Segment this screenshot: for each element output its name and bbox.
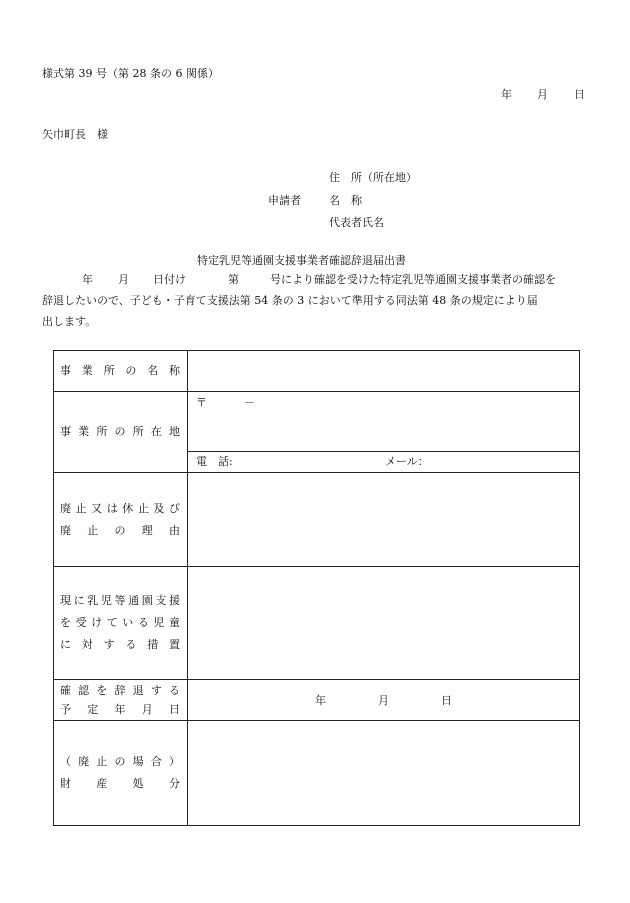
table-row <box>54 392 580 452</box>
asset-disposal-label-line1: （廃止の場合） <box>60 755 181 768</box>
withdrawal-date-field[interactable] <box>188 680 580 721</box>
facility-address-field[interactable] <box>188 392 580 452</box>
document-title: 特定乳児等通園支援事業者確認辞退届出書 <box>197 254 406 267</box>
table-row <box>54 351 580 392</box>
withdrawal-date-label-line2: 予定年月日 <box>60 703 181 716</box>
addressee: 矢巾町長 様 <box>42 128 108 141</box>
closure-reason-label-line2: 廃止の理由 <box>60 523 181 537</box>
child-measures-field[interactable] <box>188 567 580 680</box>
body-line3: 出します。 <box>42 315 97 328</box>
postal-mark: 〒 <box>196 396 207 409</box>
postal-dash: － <box>244 396 255 409</box>
applicant-representative-label: 代表者氏名 <box>329 216 384 229</box>
email-label: メール： <box>385 455 429 468</box>
asset-disposal-label-cell <box>54 721 188 826</box>
closure-reason-label-line1: 廃止又は休止及び <box>60 501 181 515</box>
facility-name-label: 事業所の名称 <box>60 364 181 377</box>
form-number: 様式第 39 号（第 28 条の 6 関係） <box>42 67 219 80</box>
asset-disposal-field[interactable] <box>188 721 580 826</box>
date-year-label: 年 <box>501 88 512 101</box>
facility-name-label-cell <box>54 351 188 392</box>
withdrawal-date-label-line1: 確認を辞退する <box>60 684 181 697</box>
closure-reason-field[interactable] <box>188 473 580 567</box>
body-number-prefix: 第 <box>228 273 239 286</box>
table-row <box>54 680 580 721</box>
child-measures-label-line2: を受けている児童 <box>60 616 181 629</box>
phone-label: 電 話: <box>196 455 233 468</box>
table-row <box>54 721 580 826</box>
table-row <box>54 473 580 567</box>
closure-reason-label-cell <box>54 473 188 567</box>
child-measures-label-line3: に対する措置 <box>60 638 181 651</box>
notification-form-table <box>53 350 580 826</box>
withdrawal-month-label: 月 <box>378 694 389 707</box>
applicant-label: 申請者 <box>268 194 301 207</box>
body-dated: 日付け <box>153 273 186 286</box>
applicant-address-label: 住 所（所在地） <box>329 171 417 184</box>
asset-disposal-label-line2: 財産処分 <box>60 777 181 790</box>
withdrawal-date-label-cell <box>54 680 188 721</box>
withdrawal-year-label: 年 <box>315 694 326 707</box>
facility-address-label: 事業所の所在地 <box>60 425 181 438</box>
child-measures-label-line1: 現に乳児等通園支援 <box>60 594 181 607</box>
body-line2: 辞退したいので、子ども・子育て支援法第 54 条の 3 において準用する同法第 48 条の規定により届 <box>42 294 538 307</box>
withdrawal-day-label: 日 <box>441 694 452 707</box>
date-month-label: 月 <box>537 88 548 101</box>
body-line1-rest: 号により確認を受けた特定乳児等通園支援事業者の確認を <box>270 273 556 286</box>
contact-field[interactable] <box>188 452 580 473</box>
date-day-label: 日 <box>574 88 585 101</box>
facility-address-label-cell <box>54 392 188 473</box>
body-month: 月 <box>118 273 129 286</box>
body-year: 年 <box>82 273 93 286</box>
facility-name-field[interactable] <box>188 351 580 392</box>
applicant-name-label: 名 称 <box>329 194 362 207</box>
child-measures-label-cell <box>54 567 188 680</box>
table-row <box>54 567 580 680</box>
